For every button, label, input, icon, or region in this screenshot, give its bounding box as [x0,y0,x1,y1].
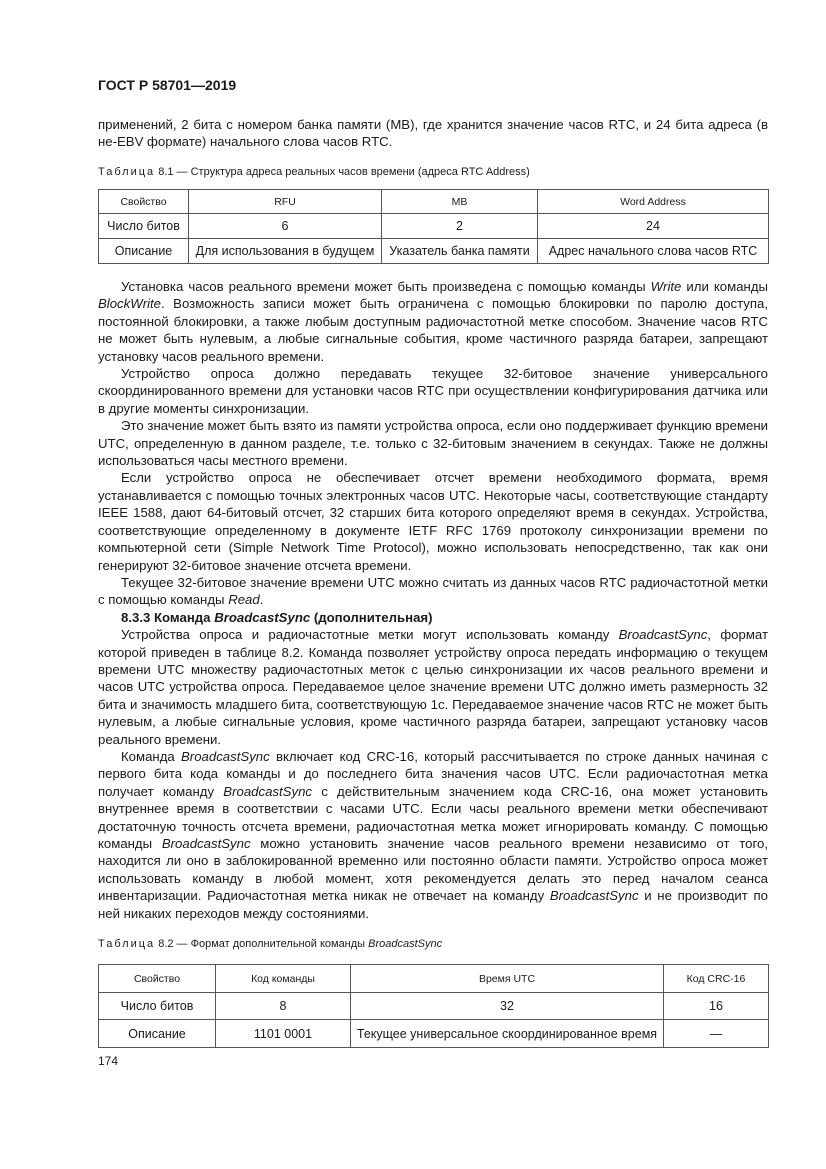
table2-cell: Число битов [99,993,216,1020]
paragraph-read-command [98,574,768,609]
table2-cell: 8 [216,993,351,1020]
intro-paragraph: применений, 2 бита с номером банка памяти (MB), где хранится значение часов RTC, и 24 бита адреса (в не-EBV формате) начального слова часов RTC. [98,117,768,150]
table1-caption-label: Таблица [98,166,156,178]
table1-cell: 24 [538,214,769,239]
table2-header-cell: Свойство [99,965,216,993]
command-name: Write [650,279,682,294]
text-run: Устройства опроса и радиочастотные метки могут использовать команду [121,627,619,643]
table2-header-cell: Код команды [216,965,351,993]
table1-cell: Для использования в будущем [189,239,382,264]
table1-caption-text: 8.1 — Структура адреса реальных часов времени (адреса RTC Address) [155,166,530,178]
page-number: 174 [98,1054,119,1068]
table2-header-cell: Время UTC [351,965,664,993]
paragraph-utc-transfer: Устройство опроса должно передавать текущее 32-битовое значение универсального скоординированного времени для установки часов RTC при осуществлении конфигурирования датчика или в другие моменты синхронизации. [98,366,768,416]
table2-cell: 1101 0001 [216,1020,351,1048]
table1-cell: Адрес начального слова часов RTC [538,239,769,264]
text-run: . [259,592,264,608]
section-suffix: (дополнительная) [310,609,433,625]
paragraph-rtc-setting [98,278,768,365]
paragraph-utc-source: Это значение может быть взято из памяти устройства опроса, если оно поддерживает функцию времени UTC, определенную в данном разделе, т.е. только с 32-битовым значением в секундах. Также не должны использоваться часы местного времени. [98,418,768,469]
table2-caption-text: 8.2 — Формат дополнительной команды [155,938,369,950]
command-name: Read [228,592,260,608]
command-name: BroadcastSync [223,783,312,799]
table2-caption-command: BroadcastSync [368,938,443,950]
table2-row [99,1020,769,1048]
text-run: и не производит по ней никаких переходов между состояниями. [98,888,768,921]
table2-row [99,993,769,1020]
text-run: . Возможность записи может быть ограничена с помощью блокировки по паролю доступа, постоянной блокировки, а также любым доступным радиочастотной метке способом. Значение часов RTC не может быть нулевым, а любые сигнальные события, кроме частичного разряда батареи, запрещают установку часов реального времени. [98,296,768,364]
table2-header-row [99,965,769,993]
table2-cell: Текущее универсальное скоординированное время [351,1020,664,1048]
table1-cell: Число битов [99,214,189,239]
table1-cell: Описание [99,239,189,264]
table1-cell: 2 [382,214,538,239]
table1-header-cell: RFU [189,190,382,214]
text-run: или команды [681,279,768,294]
table1-header-cell: Свойство [99,190,189,214]
command-name: BlockWrite [98,296,162,312]
table1-row [99,239,769,264]
table1-cell: Указатель банка памяти [382,239,538,264]
table2-header-cell: Код CRC-16 [664,965,769,993]
command-name: BroadcastSync [161,836,251,851]
text-run: включает код CRC-16, который рассчитывается по строке данных начиная с первого бита кода команды и до последнего бита значения часов UTC. Если радиочастотная метка получает команду [98,748,768,799]
table2-cell: 16 [664,993,769,1020]
section-number: 8.3.3 Команда [121,609,215,625]
table1-header-row [99,190,769,214]
table2-caption-label: Таблица [98,938,156,950]
paragraph-broadcastsync-crc [98,748,768,922]
table1-row [99,214,769,239]
table2-cell: Описание [99,1020,216,1048]
paragraph-electronic-clock: Если устройство опроса не обеспечивает отсчет времени необходимого формата, время устанавливается с помощью точных электронных часов UTC. Некоторые часы, соответствующие стандарту IEEE 1588, дают 64-битовый отсчет, 32 старших бита которого определяют время в секундах. Устройства, соответствующие определенному в документе IETF RFC 1769 протоколу синхронизации времени по компьютерной сети (Simple Network Time Protocol), можно использовать непосредственно, так как они генерируют 32-битовое значение отсчета времени. [98,470,768,573]
text-run: Текущее 32-битовое значение времени UTC можно считать из данных часов RTC радиочастотной метки с помощью команды [98,574,768,608]
text-run: , формат которой приведен в таблице 8.2. Команда позволяет устройству опроса передать информацию о текущем времени UTC множеству радиочастотных меток с целью синхронизации их часов реального времени и часов UTC устройства опроса. Передаваемое целое значение времени UTC должно иметь размерность 32 бита и значимость младшего бита, соответствующую 1с. Передаваемое значение часов RTC не может быть нулевым, а любые сигнальные условия, кроме частичного разряда батареи, запрещают установку часов реального времени. [98,627,768,747]
command-name: BroadcastSync [618,627,708,643]
table2-caption [98,938,442,950]
table2-cell: 32 [351,993,664,1020]
table1-header-cell: MB [382,190,538,214]
command-name: BroadcastSync [214,609,311,625]
table2-cell: — [664,1020,769,1048]
document-header: ГОСТ Р 58701—2019 [98,77,237,93]
table1-header-cell: Word Address [538,190,769,214]
command-name: BroadcastSync [549,888,639,904]
body-text [98,278,768,922]
section-heading [98,609,768,626]
text-run: с действительным значением кода CRC-16, она может установить внутреннее время в соответствии с часами UTC. Если часы реального времени метки обеспечивают достаточную точность отсчета времени, радиочастотная метка может игнорировать команду. С помощью команды [98,783,769,851]
text-run: можно установить значение часов реального времени независимо от того, находится ли оно в заблокированной временно или постоянно области памяти. Устройство опроса может использовать команду в любой момент, хотя рекомендуется делать это перед началом сеанса инвентаризации. Радиочастотная метка никак не отвечает на команду [98,836,768,904]
table1-cell: 6 [189,214,382,239]
broadcastsync-format-table [98,964,769,1048]
table1-caption [98,166,530,178]
rtc-address-table [98,189,769,264]
command-name: BroadcastSync [181,748,270,764]
text-run: Установка часов реального времени может быть произведена с помощью команды [121,279,651,294]
text-run: Команда [121,748,182,764]
paragraph-broadcastsync-intro [98,626,768,748]
